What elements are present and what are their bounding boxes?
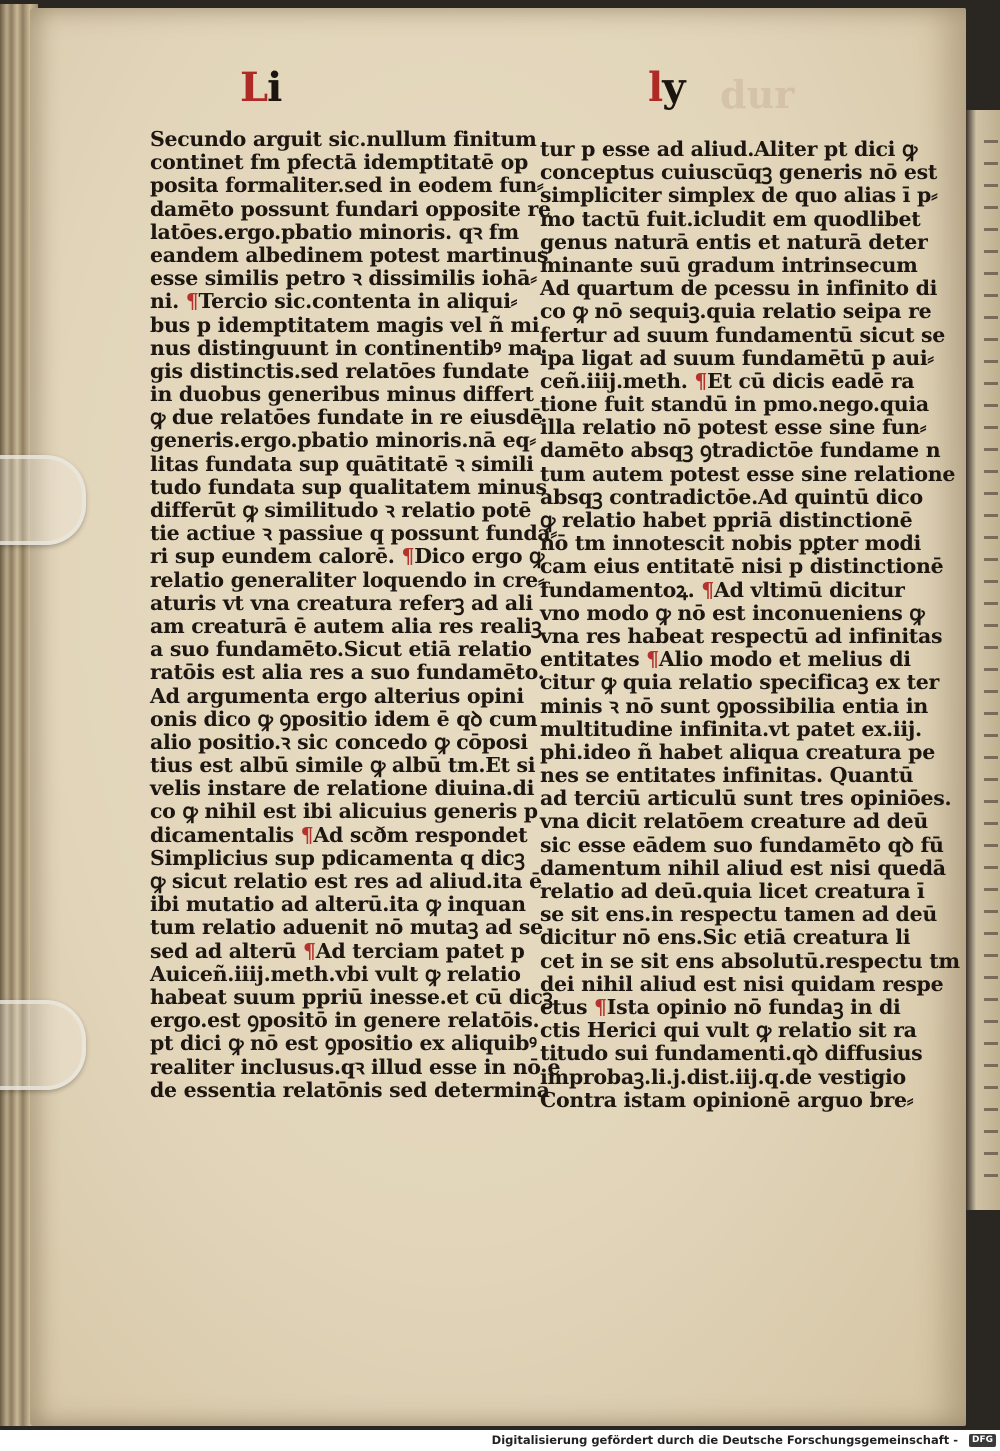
text-line (150, 731, 560, 754)
text-line (540, 347, 960, 370)
text-line (540, 161, 960, 184)
text-segment: Dico ergo ꝙ (414, 544, 545, 569)
text-line (540, 439, 960, 462)
text-segment: ratōis est alia res a suo fundamēto. (150, 660, 545, 685)
text-segment: Contra istam opinionē arguo bre⸗ (540, 1087, 914, 1112)
text-segment: cet in se sit ens absolutū.respectu tm (540, 948, 960, 973)
text-segment: realiter inclusus.qꝛ illud esse in nō ē (150, 1054, 561, 1079)
text-segment: nō tm innotescit nobis pꝑter modi (540, 531, 921, 556)
text-segment: continet fm pfectā idemptitatē op (150, 150, 529, 175)
text-segment: differūt ꝙ similitudo ꝛ relatio potē (150, 498, 532, 522)
text-segment: titudo sui fundamenti.qꝺ diffusius (540, 1041, 923, 1066)
text-line (540, 277, 960, 300)
text-segment: generis.ergo.pbatio minoris.nā eq⸗ (150, 428, 536, 453)
text-segment: Ad argumenta ergo alterius opini (150, 683, 524, 708)
text-line (540, 625, 960, 648)
text-segment: Alio modo et melius di (658, 647, 911, 672)
text-line (150, 615, 560, 638)
text-segment: se sit ens.in respectu tamen ad deū (540, 902, 937, 927)
text-line (150, 221, 560, 244)
text-line (150, 429, 560, 452)
text-segment: ipa ligat ad suum fundamētū p aui⸗ (540, 345, 934, 370)
text-segment: ad terciū articulū sunt tres opiniōes. (540, 786, 952, 811)
text-line (540, 532, 960, 555)
text-line (540, 370, 960, 393)
text-line (150, 1079, 560, 1102)
text-segment: vno modo ꝙ nō est inconueniens ꝙ (540, 600, 925, 625)
text-segment: absqꝫ contradictōe.Ad quintū dico (540, 484, 923, 509)
text-line (150, 174, 560, 197)
text-segment: citur ꝙ quia relatio specificaꝫ ex ter (540, 670, 940, 695)
text-segment: tum autem potest esse sine relatione (540, 461, 956, 486)
right-text-column (540, 138, 960, 1112)
text-segment: entitates (540, 647, 640, 672)
text-segment: damentum nihil aliud est nisi quedā (540, 855, 946, 880)
text-segment: tius est albū simile ꝙ albū tm.Et si (150, 753, 536, 778)
text-segment: ibi mutatio ad alterū.ita ꝙ inquan (150, 892, 526, 917)
text-segment: ꝙ due relatōes fundate in re eiusdē (150, 405, 543, 430)
text-line (150, 337, 560, 360)
text-segment: tudo fundata sup qualitatem minus (150, 474, 547, 499)
text-segment: genus naturā entis et naturā deter (540, 229, 928, 254)
text-segment: damēto absqꝫ ꝯtradictōe fundame n (540, 438, 941, 463)
text-line (150, 870, 560, 893)
text-line (540, 903, 960, 926)
text-line (540, 926, 960, 949)
text-segment: alio positio.ꝛ sic concedo ꝙ cōposi (150, 729, 528, 754)
text-segment: tione fuit standū in pmo.nego.quia (540, 392, 929, 417)
text-line (150, 244, 560, 267)
text-line (150, 290, 560, 313)
text-line (150, 314, 560, 337)
bleed-through-mark: dur (720, 72, 795, 117)
text-segment: ꝙ sicut relatio est res ad aliud.ita ē (150, 869, 542, 893)
text-line (150, 1032, 560, 1055)
text-segment: dicitur nō ens.Sic etiā creatura li (540, 925, 911, 950)
text-segment: dei nihil aliud est nisi quidam respe (540, 971, 944, 996)
text-segment: fertur ad suum fundamentū sicut se (540, 322, 946, 347)
text-segment: relatio generaliter loquendo in cre⸗ (150, 567, 545, 592)
book-clip-top (0, 455, 86, 545)
text-segment: phi.ideo ñ habet aliqua creatura pe (540, 739, 935, 764)
text-segment: cam eius entitatē nisi p distinctionē (540, 554, 944, 579)
text-line (540, 1089, 960, 1112)
text-line (150, 893, 560, 916)
text-segment: habeat suum ppriū inesse.et cū dicꝫ (150, 984, 553, 1009)
text-line (540, 1042, 960, 1065)
text-line (540, 324, 960, 347)
text-segment: a suo fundamēto.Sicut etiā relatio (150, 637, 532, 662)
text-segment: sic esse eādem suo fundamēto qꝺ fū (540, 832, 944, 857)
text-segment: vna dicit relatōem creature ad deū (540, 809, 928, 834)
text-line (540, 810, 960, 833)
text-line (150, 661, 560, 684)
text-segment: eandem albedinem potest martinus (150, 242, 549, 267)
text-line (540, 671, 960, 694)
text-line (150, 824, 560, 847)
text-segment: pt dici ꝙ nō est ꝯpositio ex aliquibꝰ (150, 1031, 537, 1056)
text-segment: conceptus cuiuscūqꝫ generis nō est (540, 160, 938, 185)
pilcrow-icon: ¶ (300, 822, 314, 847)
text-line (150, 708, 560, 731)
text-segment: am creaturā ē autem alia res realiꝫ (150, 613, 542, 638)
text-line (150, 986, 560, 1009)
text-line (150, 569, 560, 592)
text-segment: posita formaliter.sed in eodem fun⸗ (150, 173, 544, 198)
pilcrow-icon: ¶ (594, 994, 607, 1019)
text-line (150, 963, 560, 986)
text-segment: de essentia relatōnis sed determina (150, 1077, 550, 1102)
text-line (150, 592, 560, 615)
pilcrow-icon: ¶ (303, 938, 316, 963)
text-line (540, 741, 960, 764)
text-segment: ceñ.iiij.meth. (540, 368, 688, 393)
text-line (150, 151, 560, 174)
text-segment: bus p idemptitatem magis vel ñ mi (150, 312, 540, 337)
text-segment: fundamentoꝝ. (540, 577, 695, 602)
text-line (540, 996, 960, 1019)
text-line (150, 383, 560, 406)
text-line (540, 138, 960, 161)
text-line (540, 416, 960, 439)
text-segment: in duobus generibus minus differt (150, 382, 534, 407)
text-segment: latōes.ergo.pbatio minoris. qꝛ fm (150, 219, 519, 244)
text-line (540, 602, 960, 625)
text-line (150, 499, 560, 522)
text-segment: ni. (150, 289, 179, 314)
pilcrow-icon: ¶ (185, 289, 199, 314)
text-line (540, 231, 960, 254)
text-line (150, 128, 560, 151)
text-segment: co ꝙ nō sequiꝫ.quia relatio seipa re (540, 299, 932, 324)
text-segment: nus distinguunt in continentibꝰ ma (150, 335, 543, 360)
text-segment: co ꝙ nihil est ibi alicuius generis p (150, 799, 538, 824)
text-segment: tie actiue ꝛ passiue q possunt funda⸗ (150, 521, 557, 546)
text-line (540, 834, 960, 857)
text-line (150, 1056, 560, 1079)
text-line (150, 1009, 560, 1032)
text-line (540, 950, 960, 973)
text-segment: aturis vt vna creatura referꝫ ad ali (150, 590, 533, 615)
text-line (540, 880, 960, 903)
text-segment: tur p esse ad aliud.Aliter pt dici ꝙ (540, 137, 918, 161)
text-segment: ergo.est ꝯpositō in genere relatōis. (150, 1008, 540, 1033)
text-line (150, 754, 560, 777)
text-segment: Tercio sic.contenta in aliqui⸗ (198, 289, 518, 314)
text-segment: sed ad alterū (150, 938, 297, 963)
text-line (540, 787, 960, 810)
text-line (150, 800, 560, 823)
text-line (540, 764, 960, 787)
text-line (150, 267, 560, 290)
text-segment: Simplicius sup pdicamenta q dicꝫ (150, 845, 525, 870)
text-line (540, 973, 960, 996)
text-line (150, 522, 560, 545)
text-segment: litas fundata sup quātitatē ꝛ simili (150, 451, 534, 476)
text-line (150, 476, 560, 499)
text-segment: minante suū gradum intrinsecum (540, 252, 918, 277)
text-segment: dicamentalis (150, 822, 294, 847)
text-line (150, 940, 560, 963)
text-line (540, 718, 960, 741)
text-line (540, 579, 960, 602)
dfg-logo: DFG (969, 1434, 996, 1447)
text-segment: Secundo arguit sic.nullum finitum (150, 127, 537, 151)
text-line (540, 254, 960, 277)
footer-bar (0, 1430, 1000, 1451)
text-segment: Ad terciam patet p (315, 938, 525, 963)
text-line (540, 1019, 960, 1042)
text-line (150, 453, 560, 476)
pilcrow-icon: ¶ (646, 647, 659, 672)
text-segment: simpliciter simplex de quo alias ī p⸗ (540, 183, 938, 208)
text-line (150, 406, 560, 429)
facing-page-text-edge (984, 140, 998, 1190)
text-segment: multitudine infinita.vt patet ex.iij. (540, 716, 922, 741)
text-segment: Quantū (829, 763, 914, 788)
text-line (150, 685, 560, 708)
text-segment: ri sup eundem calorē. (150, 544, 395, 569)
pilcrow-icon: ¶ (401, 544, 415, 569)
text-segment: damēto possunt fundari opposite re (150, 196, 551, 221)
pilcrow-icon: ¶ (701, 577, 715, 602)
text-segment: Auiceñ.iiij.meth.vbi vult ꝙ relatio (150, 961, 521, 986)
text-line (150, 198, 560, 221)
footer-credit: Digitalisierung gefördert durch die Deutsche Forschungsgemeinschaft - (491, 1433, 958, 1447)
text-segment: relatio ad deū.quia licet creatura ī (540, 879, 925, 903)
text-line (540, 555, 960, 578)
text-segment: mo tactū fuit.icludit em quodlibet (540, 206, 921, 231)
text-segment: velis instare de relatione diuina.di (150, 776, 535, 801)
text-segment: illa relatio nō potest esse sine fun⸗ (540, 415, 927, 440)
left-text-column (150, 128, 560, 1102)
text-line (540, 1066, 960, 1089)
text-line (540, 463, 960, 486)
text-segment: ctis Herici qui vult ꝙ relatio sit ra (540, 1018, 917, 1043)
text-segment: ꝙ relatio habet ppriā distinctionē (540, 508, 913, 532)
book-clip-bottom (0, 1000, 86, 1090)
text-segment: improbaꝫ.li.j.dist.iij.q.de vestigio (540, 1064, 906, 1089)
text-line (540, 208, 960, 231)
text-line (540, 300, 960, 323)
text-line (540, 695, 960, 718)
text-segment: Ad scðm respondet (313, 822, 528, 847)
text-segment: gis distinctis.sed relatōes fundate (150, 358, 530, 383)
pilcrow-icon: ¶ (694, 368, 708, 393)
text-segment: nes se entitates infinitas. (540, 763, 823, 788)
text-segment: esse similis petro ꝛ dissimilis iohā⸗ (150, 266, 537, 291)
text-segment: vna res habeat respectū ad infinitas (540, 623, 943, 648)
text-line (540, 648, 960, 671)
text-line (150, 777, 560, 800)
text-segment: Ad quartum de pcessu in infinito di (540, 276, 938, 301)
text-segment: Ad vltimū dicitur (714, 577, 905, 602)
text-line (150, 360, 560, 383)
text-line (540, 857, 960, 880)
text-line (540, 393, 960, 416)
text-segment: minis ꝛ nō sunt ꝯpossibilia entia in (540, 693, 928, 718)
signature-mark-right: ly (648, 64, 685, 111)
text-segment: Et cū dicis eadē ra (707, 368, 915, 393)
text-line (540, 184, 960, 207)
text-line (150, 638, 560, 661)
text-segment: onis dico ꝙ ꝯpositio idem ē qꝺ cum (150, 706, 538, 731)
text-line (540, 509, 960, 532)
text-line (150, 847, 560, 870)
text-line (540, 486, 960, 509)
text-segment: ctus (540, 994, 588, 1019)
text-line (150, 545, 560, 568)
text-segment: Ista opinio nō fundaꝫ in di (606, 994, 901, 1019)
signature-mark-left: Li (240, 64, 282, 111)
text-line (150, 916, 560, 939)
text-segment: tum relatio aduenit nō mutaꝫ ad se (150, 915, 543, 940)
